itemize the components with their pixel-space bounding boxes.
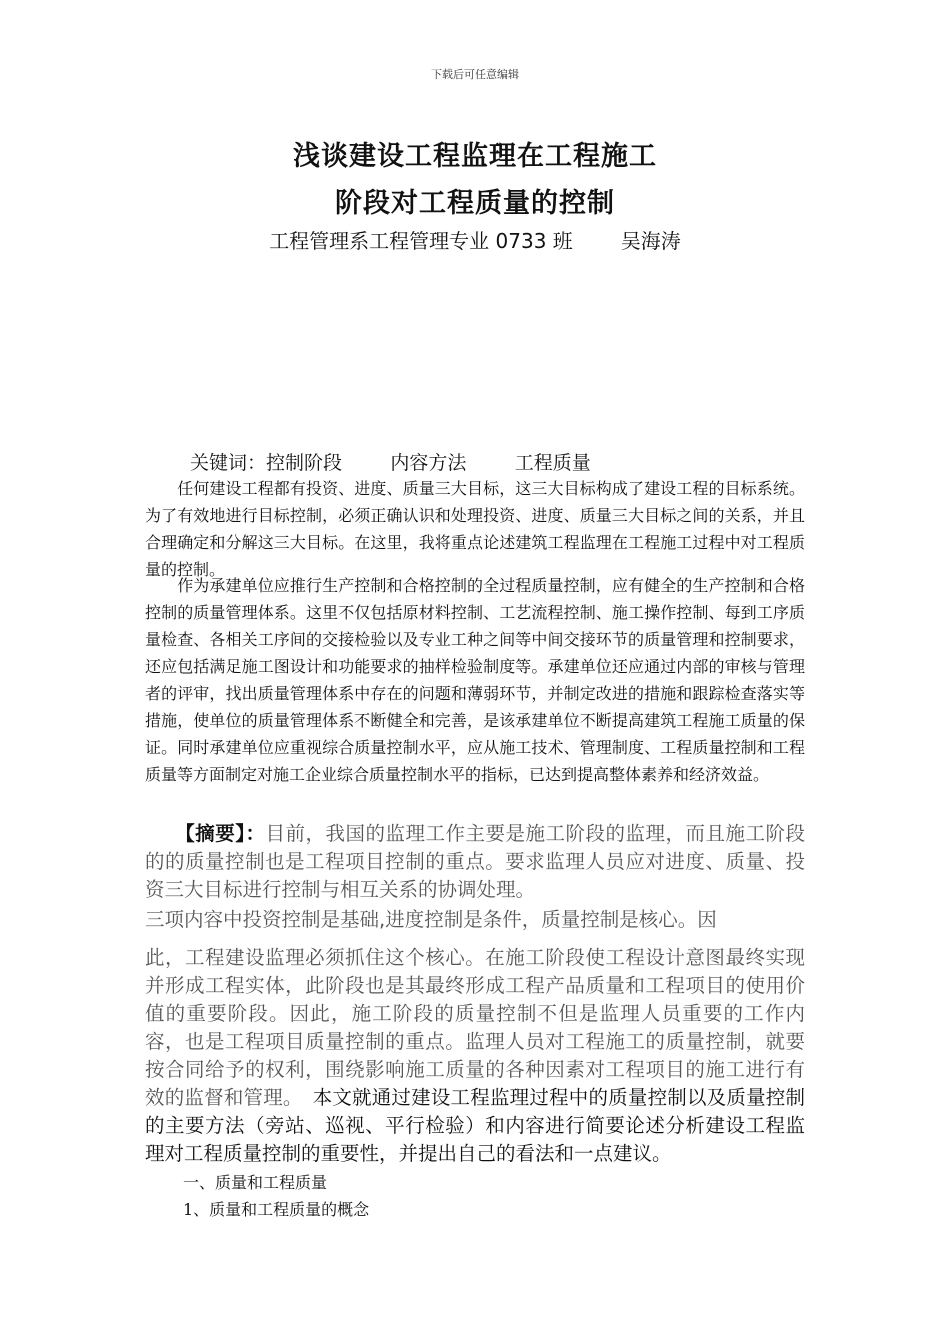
abstract-part-2: 三项内容中投资控制是基础,进度控制是条件，质量控制是核心。因 <box>145 908 717 931</box>
paragraph-2-text: 作为承建单位应推行生产控制和合格控制的全过程质量控制，应有健全的生产控制和合格控制的质量管理体系。这里不仅包括原材料控制、工艺流程控制、施工操作控制、每到工序质量检查、各相关工序间的交接检验以及专业工种之间等中间交接环节的质量管理和控制要求，还应包括满足施工图设计和功能要求的抽样检验制度等。承建单位还应通过内部的审核与管理者的评审，找出质量管理体系中存在的问题和薄弱环节，并制定改进的措施和跟踪检查落实等措施，使单位的质量管理体系不断健全和完善，是该承建单位不断提高建筑工程施工质量的保证。同时承建单位应重视综合质量控制水平，应从施工技术、管理制度、工程质量控制和工程质量等方面制定对施工企业综合质量控制水平的指标，已达到提高整体素养和经济效益。 <box>145 576 805 784</box>
title-line-2: 阶段对工程质量的控制 <box>335 188 615 219</box>
abstract-part-1 <box>145 820 805 904</box>
author-name: 吴海涛 <box>620 229 681 253</box>
paragraph-1 <box>145 475 805 583</box>
paragraph-2 <box>145 572 805 788</box>
section-heading-1-1: 1、质量和工程质量的概念 <box>183 1200 370 1219</box>
abstract-part-3 <box>145 944 805 1168</box>
title-line-1: 浅谈建设工程监理在工程施工 <box>293 141 657 172</box>
header-note: 下载后可任意编辑 <box>431 68 519 81</box>
author-department: 工程管理系工程管理专业 0733 班 <box>269 229 573 253</box>
paragraph-1-text: 任何建设工程都有投资、进度、质量三大目标，这三大目标构成了建设工程的目标系统。为了有效地进行目标控制，必须正确认识和处理投资、进度、质量三大目标之间的关系，并且合理确定和分解这三大目标。在这里，我将重点论述建筑工程监理在工程施工过程中对工程质量的控制。 <box>145 479 805 579</box>
abstract-text-1: 目前，我国的监理工作主要是施工阶段的监理，而且施工阶段的的质量控制也是工程项目控制的重点。要求监理人员应对进度、质量、投资三大目标进行控制与相互关系的协调处理。 <box>145 822 805 901</box>
author-line <box>0 225 950 254</box>
abstract-text-3: 此，工程建设监理必须抓住这个核心。在施工阶段使工程设计意图最终实现并形成工程实体，此阶段也是其最终形成工程产品质量和工程项目的使用价值的重要阶段。因此，施工阶段的质量控制不但是监理人员重要的工作内容，也是工程项目质量控制的重点。监理人员对工程施工的质量控制，就要按合同给予的权利，围绕影响施工质量的各种因素对工程项目的施工进行有效的监督和管理。 <box>145 946 805 1109</box>
abstract-label: 【摘要】： <box>185 822 266 845</box>
abstract-text-4: 本文就通过建设工程监理过程中的质量控制以及质量控制的主要方法（旁站、巡视、平行检验）和内容进行简要论述分析建设工程监理对工程质量控制的重要性，并提出自己的看法和一点建议。 <box>145 1086 805 1165</box>
keyword-1: 关键词：控制阶段 <box>190 452 343 474</box>
keyword-2: 内容方法 <box>390 452 467 474</box>
keyword-3: 工程质量 <box>514 452 591 474</box>
section-heading-1: 一、质量和工程质量 <box>183 1173 328 1192</box>
keywords-line <box>190 448 591 475</box>
